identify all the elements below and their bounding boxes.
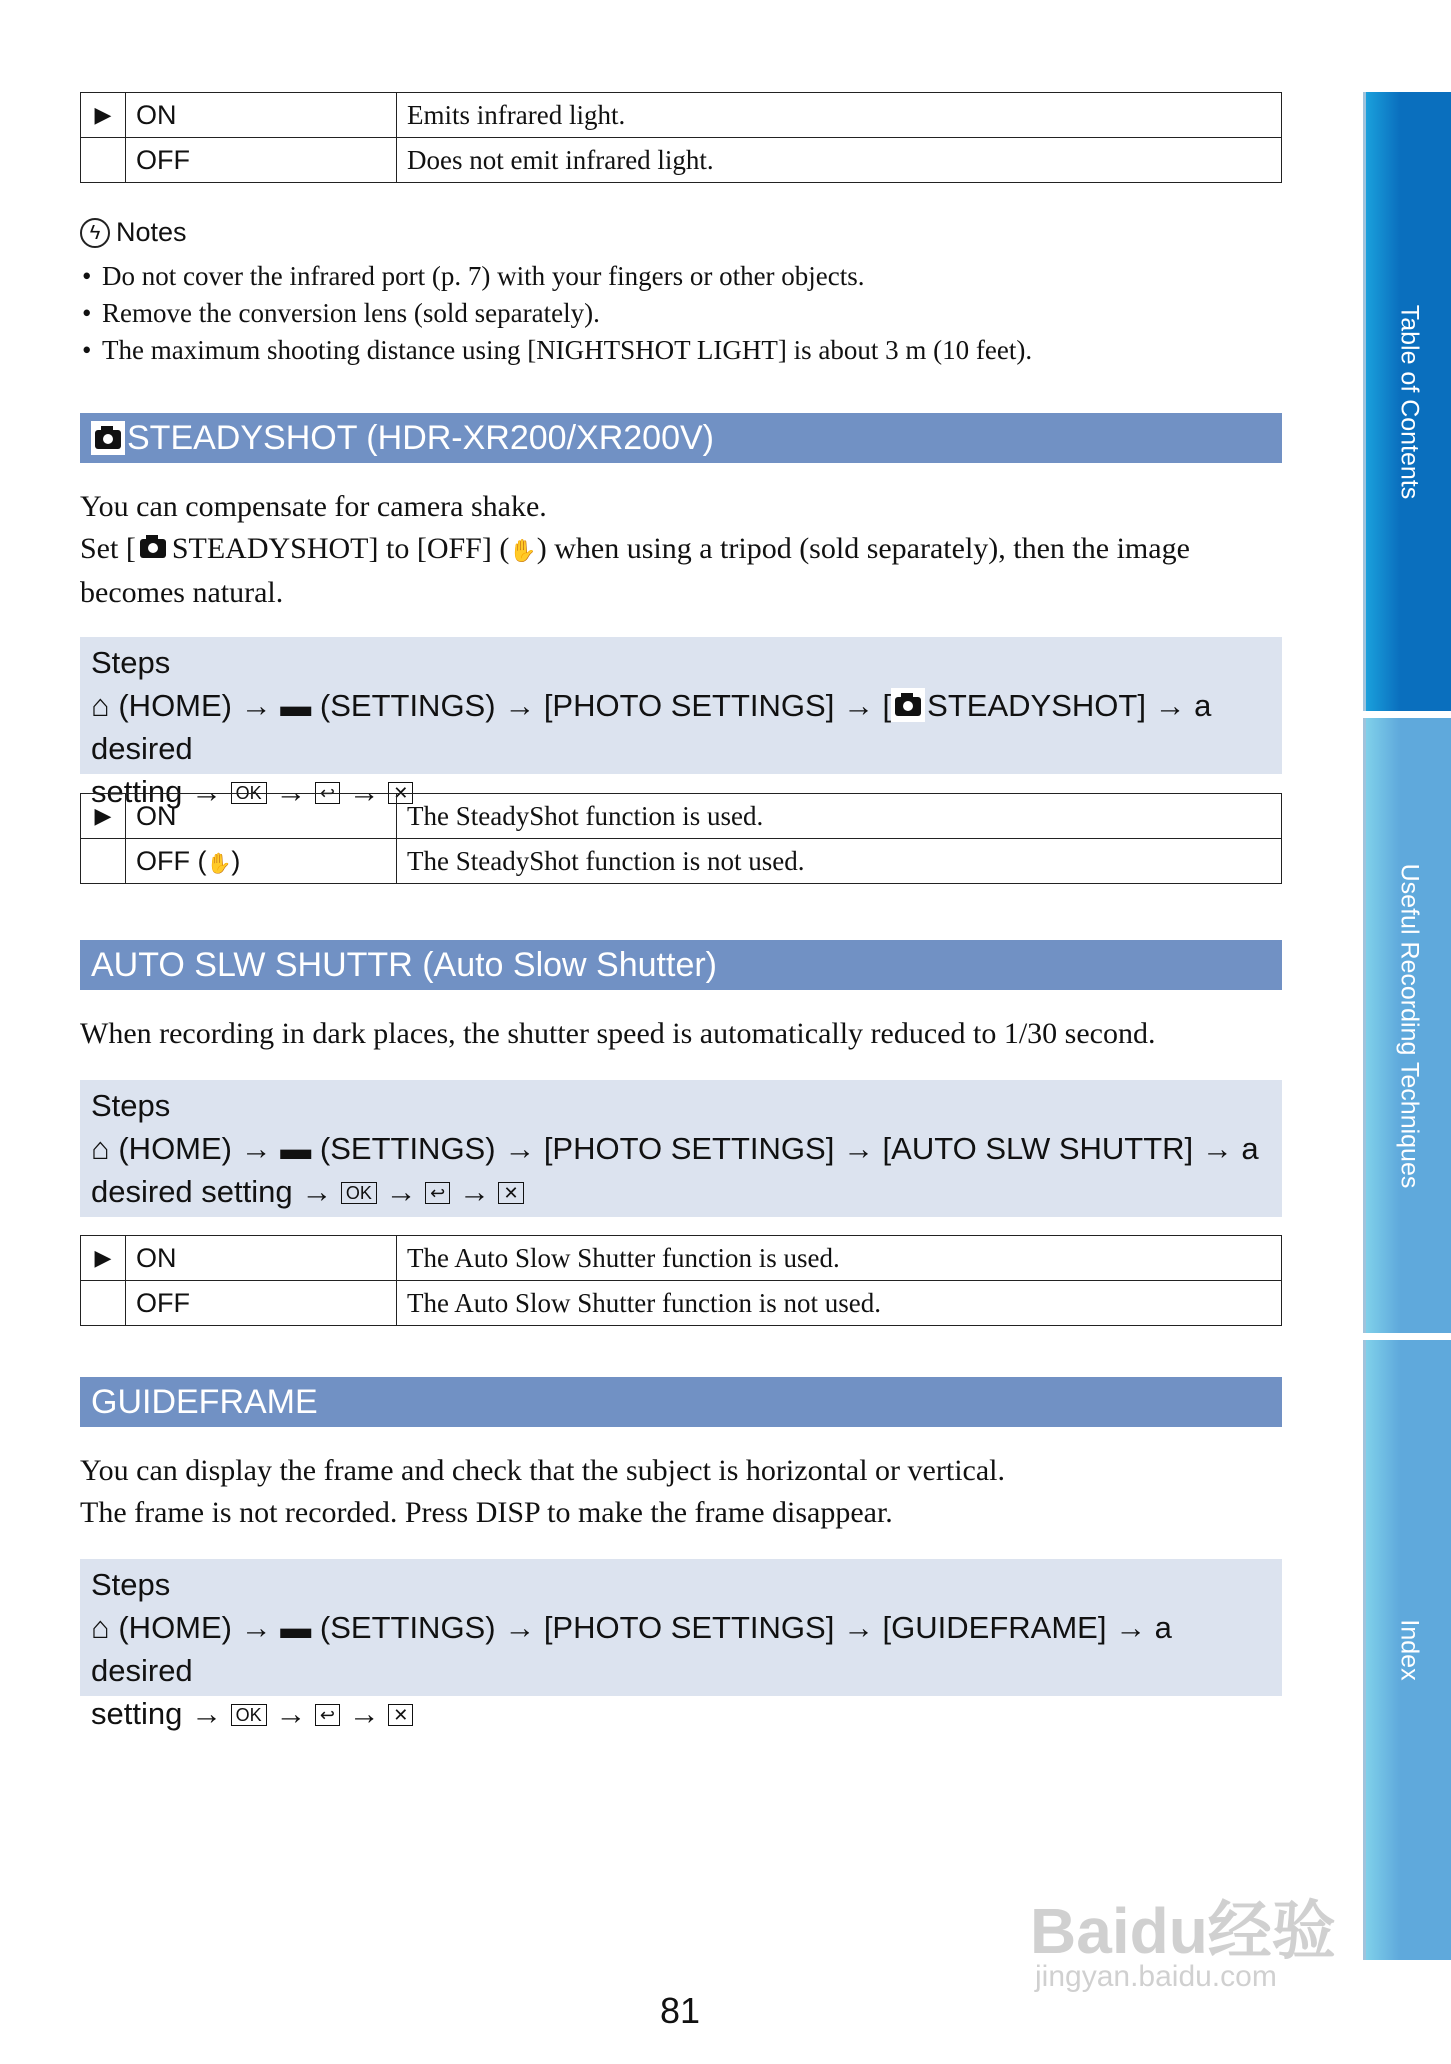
arrow-icon: → bbox=[275, 774, 307, 809]
page-number: 81 bbox=[659, 1990, 701, 2031]
text: (SETTINGS) bbox=[319, 688, 496, 723]
back-key-icon: ↩ bbox=[315, 1704, 340, 1726]
section-header-guideframe bbox=[80, 1377, 1282, 1427]
list-item: • Remove the conversion lens (sold separately). bbox=[102, 295, 1032, 332]
ok-key-icon: OK bbox=[341, 1182, 377, 1204]
arrow-icon: → bbox=[504, 1610, 536, 1645]
steps-line bbox=[91, 1127, 1271, 1170]
tab-index[interactable] bbox=[1363, 1340, 1451, 1960]
toolbox-icon: ▬ bbox=[280, 1610, 312, 1645]
section-header-steadyshot bbox=[80, 413, 1282, 463]
arrow-icon: → bbox=[301, 1174, 333, 1209]
ok-key-icon: OK bbox=[231, 1704, 267, 1726]
back-key-icon: ↩ bbox=[315, 782, 340, 804]
option-name: OFF bbox=[126, 138, 397, 183]
text-line: You can display the frame and check that the subject is horizontal or vertical. bbox=[80, 1454, 1005, 1487]
arrow-icon: → bbox=[504, 1131, 536, 1166]
steps-line bbox=[91, 1692, 1271, 1735]
table-row bbox=[81, 138, 1282, 183]
table-row bbox=[81, 93, 1282, 138]
back-key-icon: ↩ bbox=[425, 1182, 450, 1204]
home-icon: ⌂ bbox=[91, 1610, 110, 1645]
tab-label: Useful Recording Techniques bbox=[1395, 863, 1423, 1188]
text: setting bbox=[91, 1696, 183, 1731]
steps-label: Steps bbox=[91, 1567, 171, 1602]
ok-key-icon: OK bbox=[231, 782, 267, 804]
marker bbox=[81, 138, 126, 183]
text: ) when using a tripod (sold separately), then the image bbox=[536, 532, 1190, 565]
text: (SETTINGS) bbox=[319, 1131, 496, 1166]
notes-heading bbox=[80, 217, 187, 248]
marker bbox=[81, 1281, 126, 1326]
close-key-icon: ✕ bbox=[388, 782, 413, 804]
table-row bbox=[81, 794, 1282, 839]
option-desc: Emits infrared light. bbox=[397, 93, 1282, 138]
text: Set [ bbox=[80, 532, 136, 565]
option-name: ON bbox=[126, 93, 397, 138]
text: [PHOTO SETTINGS] → [ bbox=[543, 688, 892, 723]
close-key-icon: ✕ bbox=[498, 1182, 523, 1204]
option-desc: The Auto Slow Shutter function is not used. bbox=[397, 1281, 1282, 1326]
camera-icon bbox=[891, 688, 925, 722]
home-icon: ⌂ bbox=[91, 1131, 110, 1166]
text: STEADYSHOT] to [OFF] ( bbox=[171, 532, 510, 565]
toolbox-icon: ▬ bbox=[280, 1131, 312, 1166]
steps-line bbox=[91, 684, 1271, 770]
notes-icon: ϟ bbox=[80, 218, 110, 248]
camera-icon bbox=[136, 530, 170, 564]
arrow-icon: → bbox=[275, 1696, 307, 1731]
option-name: ON bbox=[126, 1236, 397, 1281]
option-name: OFF (✋) bbox=[126, 839, 397, 884]
notes-list bbox=[102, 258, 1032, 369]
section-title: GUIDEFRAME bbox=[91, 1383, 318, 1421]
autoslow-options-table bbox=[80, 1235, 1282, 1326]
option-desc: Does not emit infrared light. bbox=[397, 138, 1282, 183]
camera-icon bbox=[91, 421, 125, 455]
arrow-icon: → bbox=[190, 774, 222, 809]
steps-line bbox=[91, 1170, 1271, 1213]
arrow-icon: → bbox=[240, 1610, 272, 1645]
text: (HOME) bbox=[118, 1131, 233, 1166]
marker bbox=[81, 839, 126, 884]
arrow-icon: → bbox=[458, 1174, 490, 1209]
text: (HOME) bbox=[118, 1610, 233, 1645]
table-row bbox=[81, 1281, 1282, 1326]
section-title: STEADYSHOT (HDR-XR200/XR200V) bbox=[127, 419, 714, 457]
steps-line bbox=[91, 1606, 1271, 1692]
text: [PHOTO SETTINGS] → [GUIDEFRAME] → a desired bbox=[91, 1610, 1172, 1688]
tab-label: Index bbox=[1395, 1619, 1423, 1681]
text: (SETTINGS) bbox=[319, 1610, 496, 1645]
guideframe-description bbox=[80, 1450, 1290, 1534]
notes-title: Notes bbox=[116, 217, 187, 247]
arrow-icon: → bbox=[190, 1696, 222, 1731]
default-marker-icon: ▶ bbox=[81, 1236, 126, 1281]
section-title: AUTO SLW SHUTTR (Auto Slow Shutter) bbox=[91, 946, 717, 984]
steps-box bbox=[80, 1559, 1282, 1731]
arrow-icon: → bbox=[504, 688, 536, 723]
text-line: You can compensate for camera shake. bbox=[80, 490, 547, 523]
text: OFF ( bbox=[136, 845, 207, 876]
option-desc: The Auto Slow Shutter function is used. bbox=[397, 1236, 1282, 1281]
default-marker-icon: ▶ bbox=[81, 794, 126, 839]
text: (HOME) bbox=[118, 688, 233, 723]
list-item: • The maximum shooting distance using [NIGHTSHOT LIGHT] is about 3 m (10 feet). bbox=[102, 332, 1032, 369]
table-row bbox=[81, 1236, 1282, 1281]
option-desc: The SteadyShot function is not used. bbox=[397, 839, 1282, 884]
option-name: OFF bbox=[126, 1281, 397, 1326]
autoslow-description: When recording in dark places, the shutter speed is automatically reduced to 1/30 second. bbox=[80, 1017, 1156, 1050]
text-line: becomes natural. bbox=[80, 576, 284, 609]
steps-label: Steps bbox=[91, 645, 171, 680]
watermark-brand: Baidu经验 bbox=[1030, 1895, 1336, 1967]
default-marker-icon: ▶ bbox=[81, 93, 126, 138]
list-item: • Do not cover the infrared port (p. 7) with your fingers or other objects. bbox=[102, 258, 1032, 295]
text: [PHOTO SETTINGS] → [AUTO SLW SHUTTR] → a bbox=[543, 1131, 1259, 1166]
steadyshot-description bbox=[80, 486, 1290, 614]
tab-label: Table of Contents bbox=[1395, 304, 1423, 499]
steps-label: Steps bbox=[91, 1088, 171, 1123]
tab-table-of-contents[interactable] bbox=[1363, 92, 1451, 711]
steps-box bbox=[80, 1080, 1282, 1217]
text-line: The frame is not recorded. Press DISP to make the frame disappear. bbox=[80, 1496, 893, 1529]
arrow-icon: → bbox=[240, 1131, 272, 1166]
text: desired setting bbox=[91, 1174, 293, 1209]
option-name: ON bbox=[126, 794, 397, 839]
steadyshot-options-table bbox=[80, 793, 1282, 884]
steadyshot-off-icon: ✋ bbox=[509, 538, 537, 563]
option-desc: The SteadyShot function is used. bbox=[397, 794, 1282, 839]
table-row bbox=[81, 839, 1282, 884]
text-line bbox=[80, 528, 1290, 572]
infrared-options-table bbox=[80, 92, 1282, 183]
arrow-icon: → bbox=[385, 1174, 417, 1209]
steps-box bbox=[80, 637, 1282, 809]
steadyshot-off-icon: ✋ bbox=[206, 852, 232, 875]
arrow-icon: → bbox=[348, 774, 380, 809]
tab-useful-recording-techniques[interactable] bbox=[1363, 718, 1451, 1333]
arrow-icon: → bbox=[240, 688, 272, 723]
section-header-auto-slow-shutter bbox=[80, 940, 1282, 990]
text: STEADYSHOT] → a desired bbox=[91, 688, 1212, 766]
toolbox-icon: ▬ bbox=[280, 688, 312, 723]
close-key-icon: ✕ bbox=[388, 1704, 413, 1726]
home-icon: ⌂ bbox=[91, 688, 110, 723]
text: setting bbox=[91, 774, 183, 809]
arrow-icon: → bbox=[348, 1696, 380, 1731]
watermark-url: jingyan.baidu.com bbox=[1035, 1960, 1277, 1993]
